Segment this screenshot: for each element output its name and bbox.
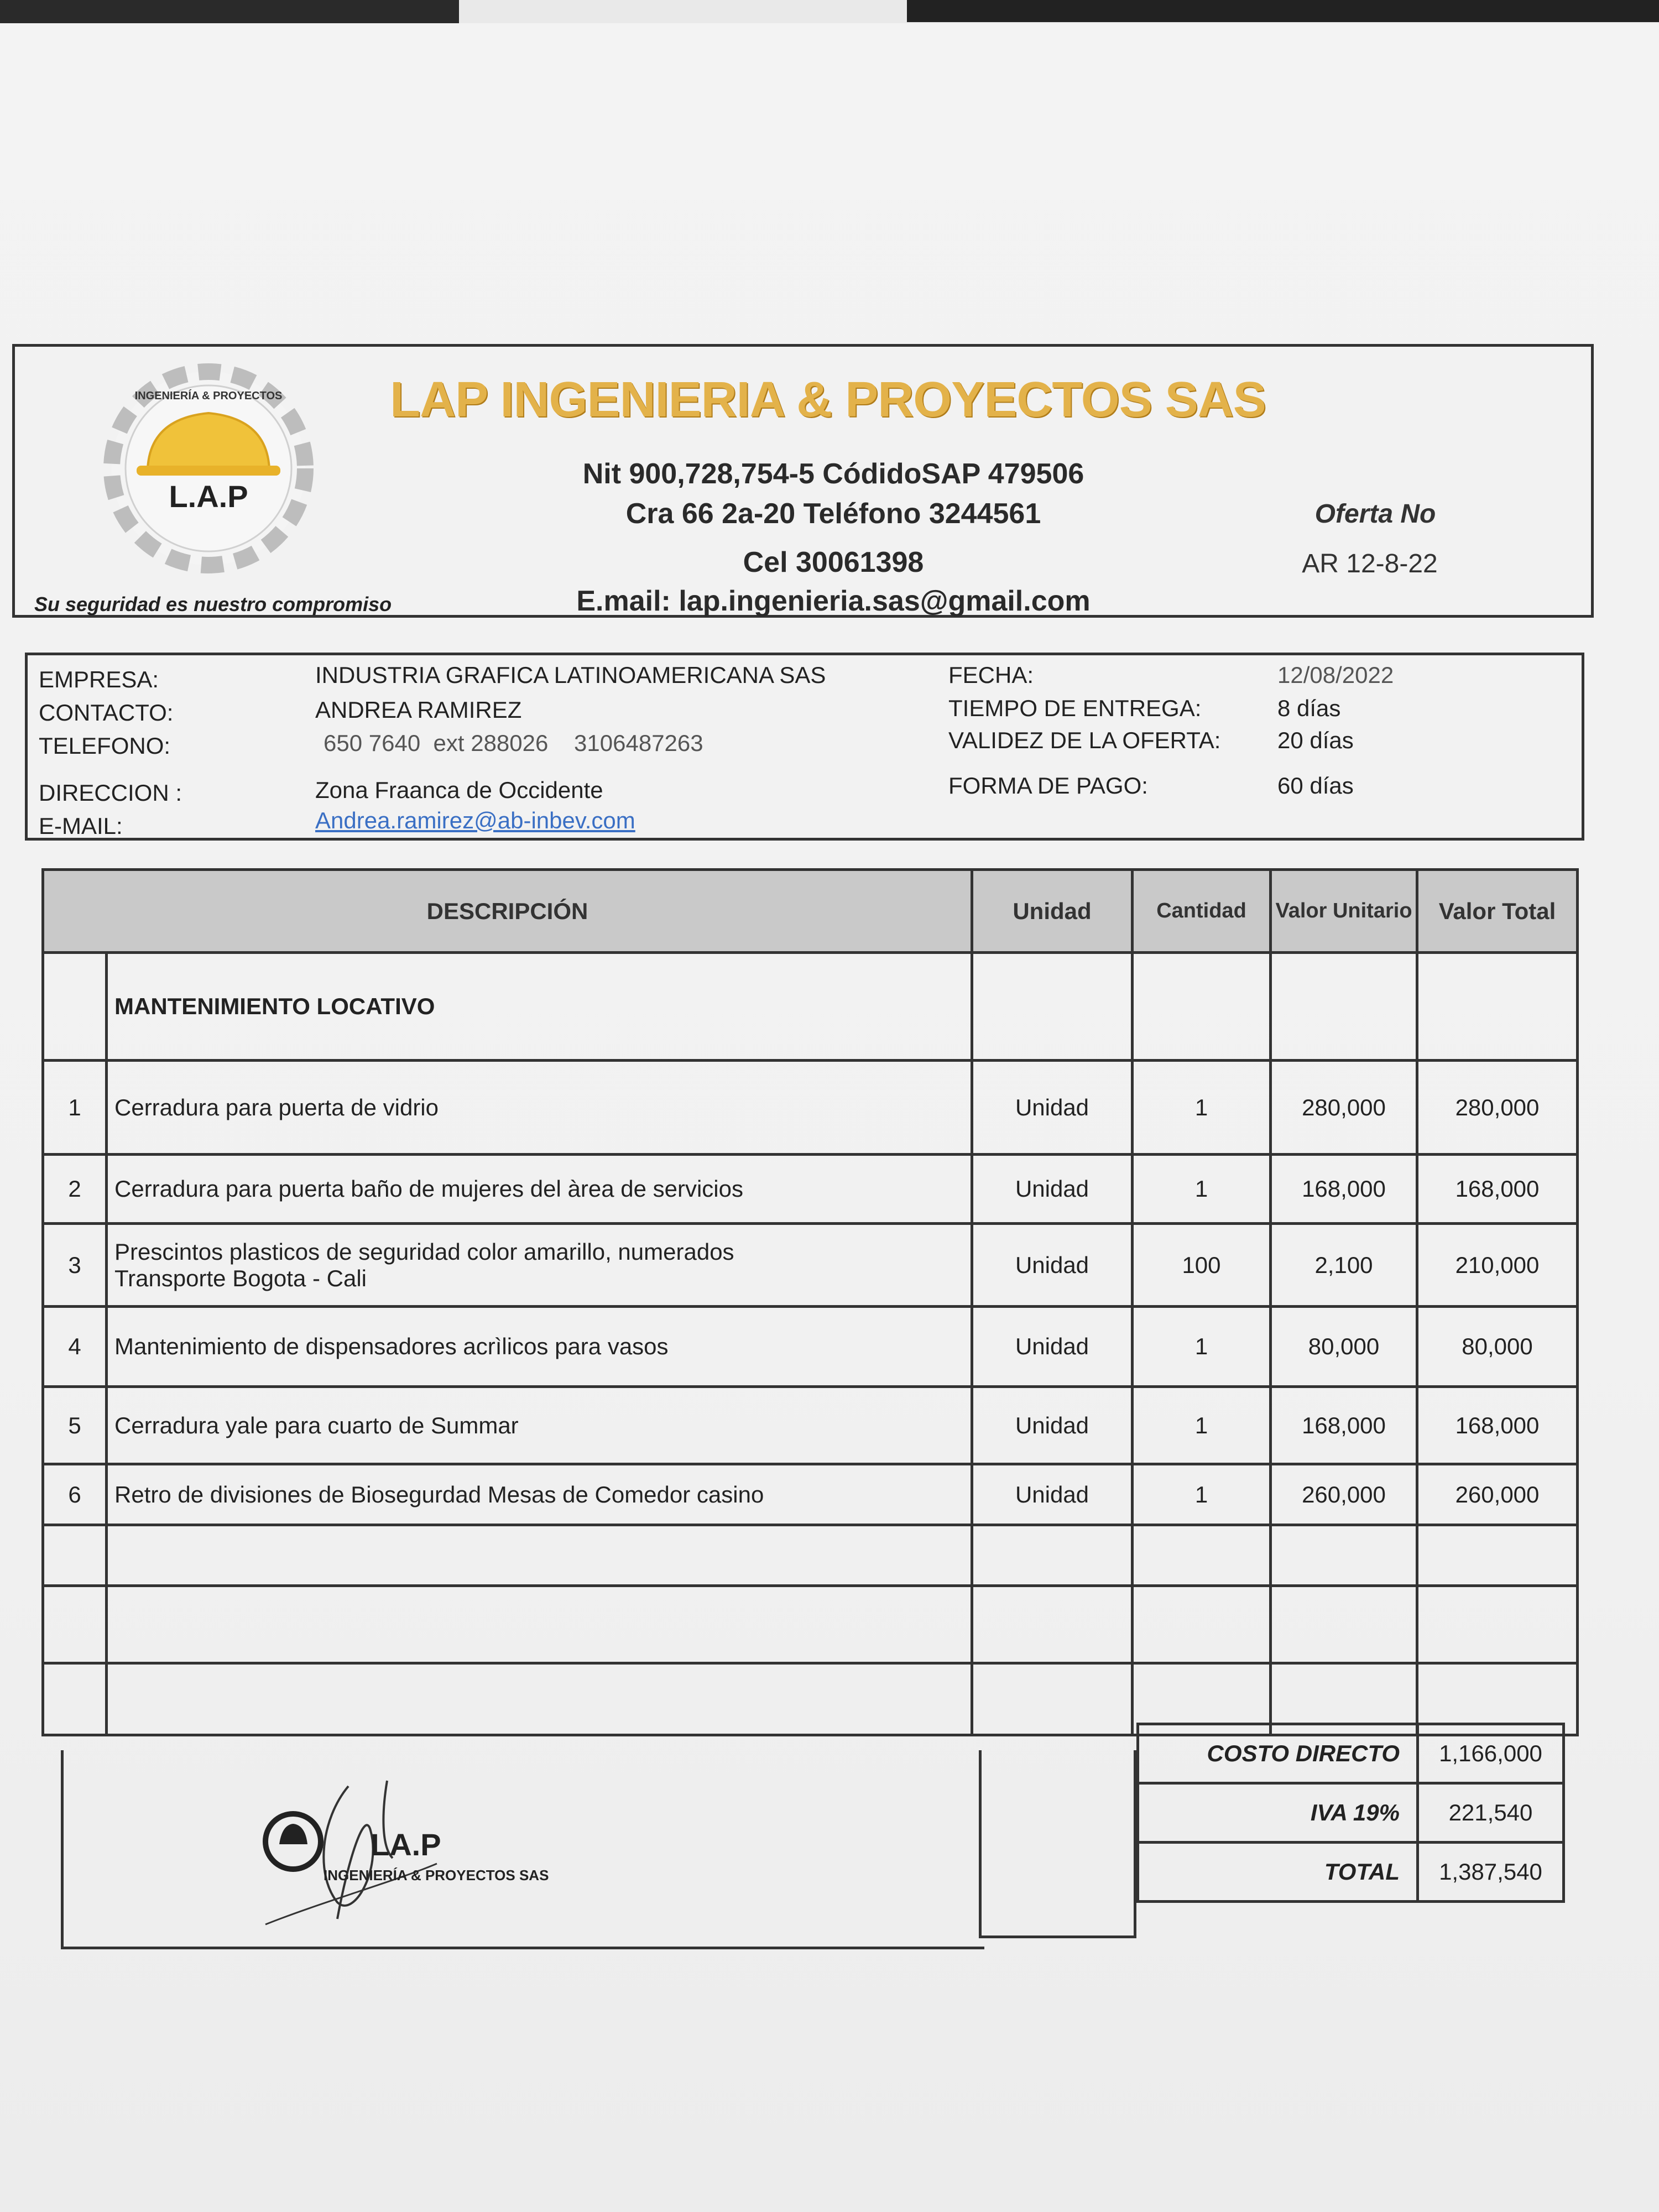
row-unit: Unidad bbox=[972, 1464, 1133, 1525]
row-number: 5 bbox=[43, 1387, 107, 1464]
iva-label: IVA 19% bbox=[1138, 1783, 1418, 1843]
row-description: Cerradura yale para cuarto de Summar bbox=[107, 1387, 972, 1464]
col-cantidad: Cantidad bbox=[1133, 870, 1271, 953]
company-name: LAP INGENIERIA & PROYECTOS SAS bbox=[390, 372, 1266, 427]
col-valor-unitario: Valor Unitario bbox=[1271, 870, 1417, 953]
table-row bbox=[43, 1387, 1578, 1464]
row-total: 260,000 bbox=[1417, 1464, 1578, 1525]
dark-area-right bbox=[907, 0, 1659, 22]
signature-divider-cell bbox=[979, 1750, 1136, 1938]
logo-text: L.A.P bbox=[169, 479, 248, 514]
table-row bbox=[43, 1224, 1578, 1307]
table-header-row bbox=[43, 870, 1578, 953]
total-value: 1,387,540 bbox=[1418, 1843, 1564, 1902]
address-line: Cra 66 2a-20 Teléfono 3244561 bbox=[625, 498, 1041, 530]
row-description: Mantenimiento de dispensadores acrìlicos para vasos bbox=[107, 1307, 972, 1387]
email-line: E.mail: lap.ingenieria.sas@gmail.com bbox=[576, 585, 1091, 617]
cel-line: Cel 30061398 bbox=[743, 546, 924, 578]
row-description-line1: Prescintos plasticos de seguridad color amarillo, numerados bbox=[114, 1238, 734, 1265]
costo-label: COSTO DIRECTO bbox=[1138, 1724, 1418, 1783]
items-table bbox=[41, 868, 1579, 1736]
client-info-box bbox=[25, 653, 1584, 841]
row-total: 210,000 bbox=[1417, 1224, 1578, 1307]
table-row bbox=[43, 1061, 1578, 1155]
row-quantity: 1 bbox=[1133, 1387, 1271, 1464]
contacto-label: CONTACTO: bbox=[39, 700, 174, 726]
row-number: 2 bbox=[43, 1155, 107, 1224]
photo-top-edge bbox=[0, 0, 1659, 23]
costo-value: 1,166,000 bbox=[1418, 1724, 1564, 1783]
offer-label: Oferta No bbox=[1314, 499, 1436, 529]
telefono-label: TELEFONO: bbox=[39, 733, 171, 759]
costo-row bbox=[1138, 1724, 1564, 1783]
total-row bbox=[1138, 1843, 1564, 1902]
stamp-subtitle: INGENIERÍA & PROYECTOS SAS bbox=[324, 1867, 549, 1884]
table-row bbox=[43, 1155, 1578, 1224]
row-number: 3 bbox=[43, 1224, 107, 1307]
row-unit: Unidad bbox=[972, 1307, 1133, 1387]
company-stamp bbox=[254, 1770, 549, 1936]
row-unit: Unidad bbox=[972, 1155, 1133, 1224]
entrega-value: 8 días bbox=[1277, 695, 1341, 721]
dark-area-left bbox=[0, 0, 459, 23]
empresa-value: INDUSTRIA GRAFICA LATINOAMERICANA SAS bbox=[315, 662, 826, 688]
direccion-label: DIRECCION : bbox=[39, 780, 182, 806]
empty-row bbox=[43, 1525, 1578, 1586]
entrega-label: TIEMPO DE ENTREGA: bbox=[948, 695, 1202, 721]
logo-arc-text: INGENIERÍA & PROYECTOS bbox=[134, 390, 283, 402]
pago-label: FORMA DE PAGO: bbox=[948, 773, 1148, 799]
row-total: 168,000 bbox=[1417, 1387, 1578, 1464]
validez-label: VALIDEZ DE LA OFERTA: bbox=[948, 727, 1221, 753]
offer-number: AR 12-8-22 bbox=[1302, 549, 1438, 578]
iva-value: 221,540 bbox=[1418, 1783, 1564, 1843]
table-row bbox=[43, 1464, 1578, 1525]
row-quantity: 1 bbox=[1133, 1061, 1271, 1155]
validez-value: 20 días bbox=[1277, 727, 1354, 753]
direccion-value: Zona Fraanca de Occidente bbox=[315, 777, 603, 803]
fecha-label: FECHA: bbox=[948, 662, 1034, 688]
col-unidad: Unidad bbox=[972, 870, 1133, 953]
row-unit-price: 260,000 bbox=[1271, 1464, 1417, 1525]
fecha-value: 12/08/2022 bbox=[1277, 662, 1394, 688]
empresa-label: EMPRESA: bbox=[39, 666, 159, 692]
row-quantity: 1 bbox=[1133, 1307, 1271, 1387]
row-number: 6 bbox=[43, 1464, 107, 1525]
row-unit-price: 168,000 bbox=[1271, 1387, 1417, 1464]
total-label: TOTAL bbox=[1138, 1843, 1418, 1902]
email-label: E-MAIL: bbox=[39, 813, 123, 839]
row-description: Retro de divisiones de Biosegurdad Mesas de Comedor casino bbox=[107, 1464, 972, 1525]
slogan: Su seguridad es nuestro compromiso bbox=[34, 593, 392, 615]
nit-line: Nit 900,728,754-5 CódidoSAP 479506 bbox=[582, 458, 1084, 490]
row-number: 1 bbox=[43, 1061, 107, 1155]
section-title: MANTENIMIENTO LOCATIVO bbox=[107, 953, 972, 1061]
row-unit-price: 280,000 bbox=[1271, 1061, 1417, 1155]
table-row bbox=[43, 1307, 1578, 1387]
row-description-line2: Transporte Bogota - Cali bbox=[114, 1265, 367, 1291]
row-description bbox=[107, 1224, 972, 1307]
row-quantity: 1 bbox=[1133, 1155, 1271, 1224]
email-value[interactable]: Andrea.ramirez@ab-inbev.com bbox=[315, 807, 635, 833]
row-description: Cerradura para puerta de vidrio bbox=[107, 1061, 972, 1155]
col-valor-total: Valor Total bbox=[1417, 870, 1578, 953]
contacto-value: ANDREA RAMIREZ bbox=[315, 697, 522, 723]
signature-area bbox=[61, 1750, 984, 1949]
iva-row bbox=[1138, 1783, 1564, 1843]
header-box bbox=[12, 344, 1594, 618]
row-description: Cerradura para puerta baño de mujeres del àrea de servicios bbox=[107, 1155, 972, 1224]
row-quantity: 1 bbox=[1133, 1464, 1271, 1525]
row-total: 280,000 bbox=[1417, 1061, 1578, 1155]
stamp-name: LA.P bbox=[371, 1827, 441, 1862]
row-unit: Unidad bbox=[972, 1061, 1133, 1155]
row-total: 80,000 bbox=[1417, 1307, 1578, 1387]
row-quantity: 100 bbox=[1133, 1224, 1271, 1307]
row-unit-price: 2,100 bbox=[1271, 1224, 1417, 1307]
row-unit: Unidad bbox=[972, 1387, 1133, 1464]
row-unit-price: 168,000 bbox=[1271, 1155, 1417, 1224]
row-total: 168,000 bbox=[1417, 1155, 1578, 1224]
totals-table bbox=[1136, 1723, 1565, 1903]
row-unit: Unidad bbox=[972, 1224, 1133, 1307]
telefono-value: 650 7640 ext 288026 3106487263 bbox=[324, 730, 703, 756]
row-unit-price: 80,000 bbox=[1271, 1307, 1417, 1387]
empty-row bbox=[43, 1586, 1578, 1663]
section-row bbox=[43, 953, 1578, 1061]
col-descripcion: DESCRIPCIÓN bbox=[43, 870, 972, 953]
pago-value: 60 días bbox=[1277, 773, 1354, 799]
row-number: 4 bbox=[43, 1307, 107, 1387]
